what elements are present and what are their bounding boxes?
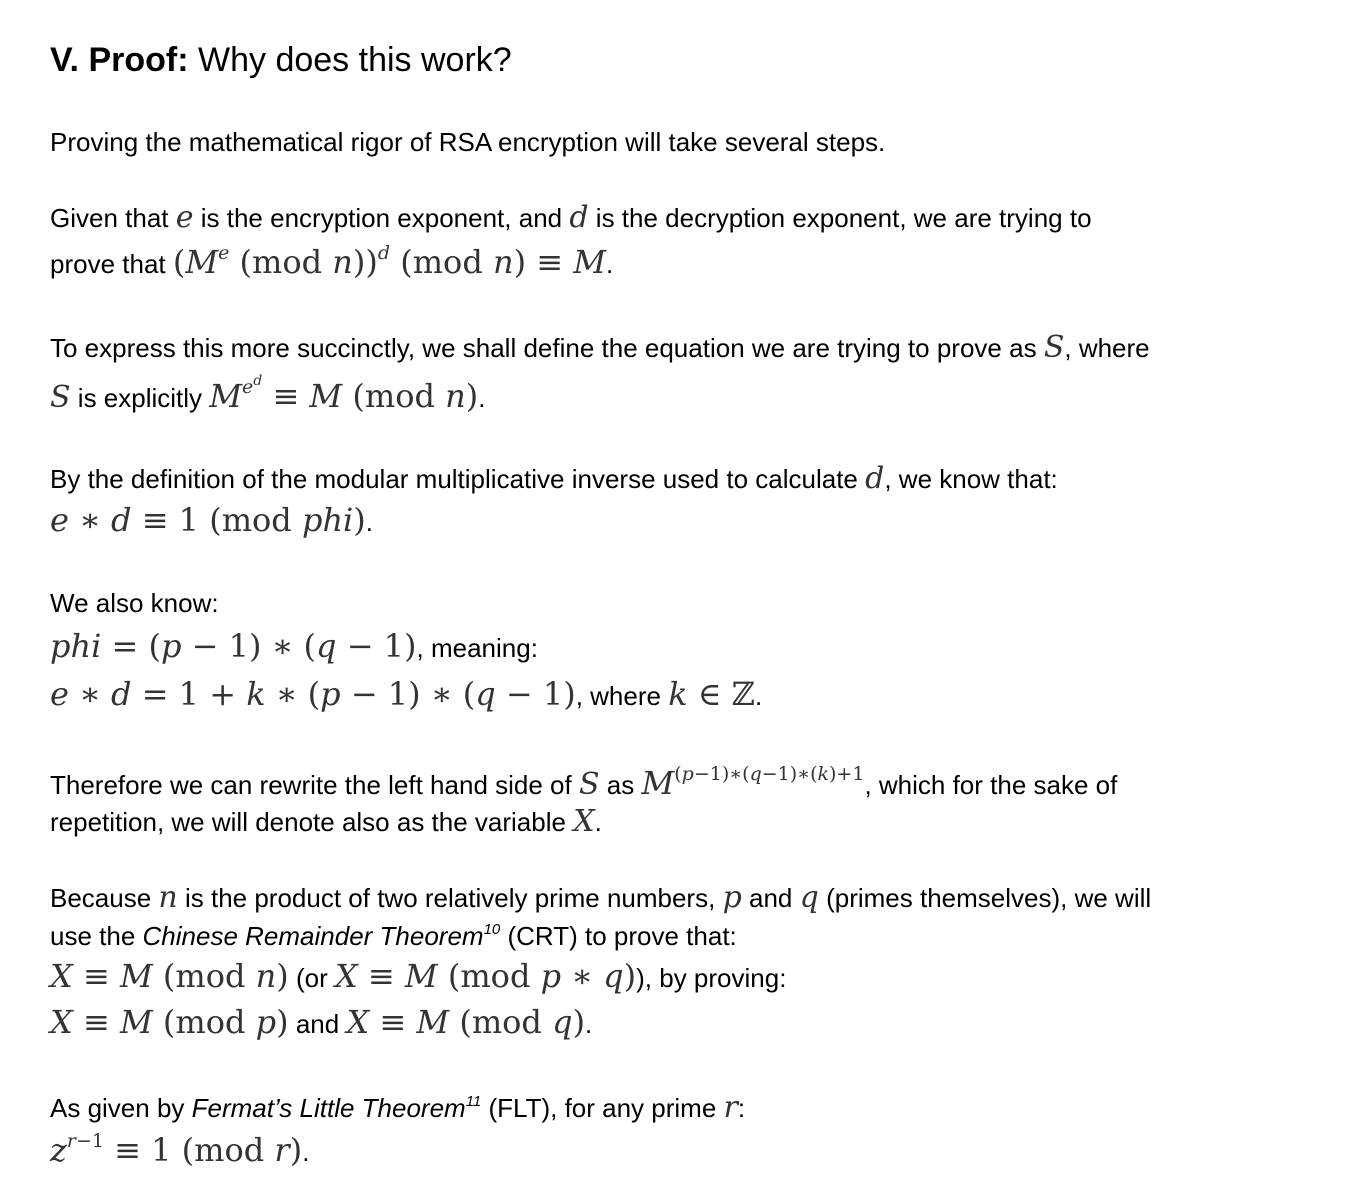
math-X-mod-pq: X ≡ M (mod p ∗ q) (334, 957, 637, 995)
math-X-mod-n: X ≡ M (mod n) (50, 957, 289, 995)
math-ed-expansion: e ∗ d = 1 + k ∗ (p − 1) ∗ (q − 1) (50, 675, 576, 713)
math-inverse-relation: e ∗ d ≡ 1 (mod phi) (50, 501, 366, 539)
math-flt-statement: $z^{r-1} \equiv 1$ (mod r) (50, 1130, 303, 1169)
math-d: d (865, 461, 885, 496)
paragraph-ed-line: e ∗ d = 1 + k ∗ (p − 1) ∗ (q − 1), where k ∈ ℤ. (50, 675, 763, 713)
math-p: p (722, 880, 742, 915)
math-X-mod-p: X ≡ M (mod p) (50, 1003, 289, 1041)
math-S: S (1043, 330, 1065, 365)
math-n: n (158, 880, 178, 915)
math-X: X (573, 804, 595, 839)
section-heading (50, 40, 512, 80)
math-S: S (578, 767, 600, 802)
crt-reference: Chinese Remainder Theorem (142, 921, 484, 951)
paragraph-crt-line1: Because n is the product of two relatively prime numbers, p and q (primes themselves), we will (50, 880, 1152, 915)
heading-rest: Why does this work? (198, 41, 512, 79)
math-e: e (175, 200, 194, 235)
paragraph-define-line2: S is explicitly $M^{e^d} \equiv M$ (mod n). (50, 373, 486, 415)
math-rsa-identity: (Me (mod n))$^d$ (mod n) ≡ M (172, 242, 606, 281)
flt-reference: Fermat’s Little Theorem (191, 1093, 466, 1123)
footnote-11: 11 (465, 1093, 482, 1110)
math-X-mod-q: X ≡ M (mod q) (346, 1003, 586, 1041)
math-M-power: $M^{(p-1)∗(q-1)∗(k)+1}$ (641, 763, 865, 802)
math-S: S (50, 380, 71, 415)
paragraph-crt-line4: X ≡ M (mod p) and X ≡ M (mod q). (50, 1003, 593, 1041)
paragraph-given-line1: Given that e is the encryption exponent, and d is the decryption exponent, we are trying to (50, 200, 1092, 235)
paragraph-rewrite-line2: repetition, we will denote also as the variable X. (50, 804, 602, 839)
footnote-10: 10 (483, 921, 501, 938)
math-r: r (723, 1090, 738, 1125)
paragraph-phi-line: phi = (p − 1) ∗ (q − 1), meaning: (50, 627, 538, 665)
paragraph-define-line1: To express this more succinctly, we shall define the equation we are trying to prove as S, where (50, 330, 1150, 365)
paragraph-also-know: We also know: (50, 588, 219, 618)
paragraph-flt-line1: As given by Fermat’s Little Theorem$^{11}$ (FLT), for any prime r: (50, 1090, 746, 1125)
math-phi-definition: phi = (p − 1) ∗ (q − 1) (50, 627, 417, 665)
paragraph-flt-line2: $z^{r-1} \equiv 1$ (mod r). (50, 1130, 310, 1169)
paragraph-crt-line2: use the Chinese Remainder Theorem$^{10}$ (CRT) to prove that: (50, 921, 737, 951)
paragraph-inverse-line1: By the definition of the modular multiplicative inverse used to calculate d, we know that: (50, 461, 1058, 496)
paragraph-given-line2: prove that (Me (mod n))$^d$ (mod n) ≡ M. (50, 242, 614, 281)
math-q: q (799, 880, 819, 915)
paragraph-rewrite-line1: Therefore we can rewrite the left hand side of S as $M^{(p-1)∗(q-1)∗(k)+1}$, which for the sake of (50, 763, 1118, 802)
math-k-integer: k ∈ ℤ (668, 675, 755, 713)
math-d: d (569, 200, 589, 235)
math-S-definition: $M^{e^d} \equiv M$ (mod n) (209, 373, 479, 415)
paragraph-crt-line3: X ≡ M (mod n) (or X ≡ M (mod p ∗ q)), by proving: (50, 957, 787, 995)
paragraph-inverse-line2: e ∗ d ≡ 1 (mod phi). (50, 501, 373, 539)
heading-bold: V. Proof: (50, 41, 189, 79)
paragraph-intro: Proving the mathematical rigor of RSA encryption will take several steps. (50, 127, 886, 157)
